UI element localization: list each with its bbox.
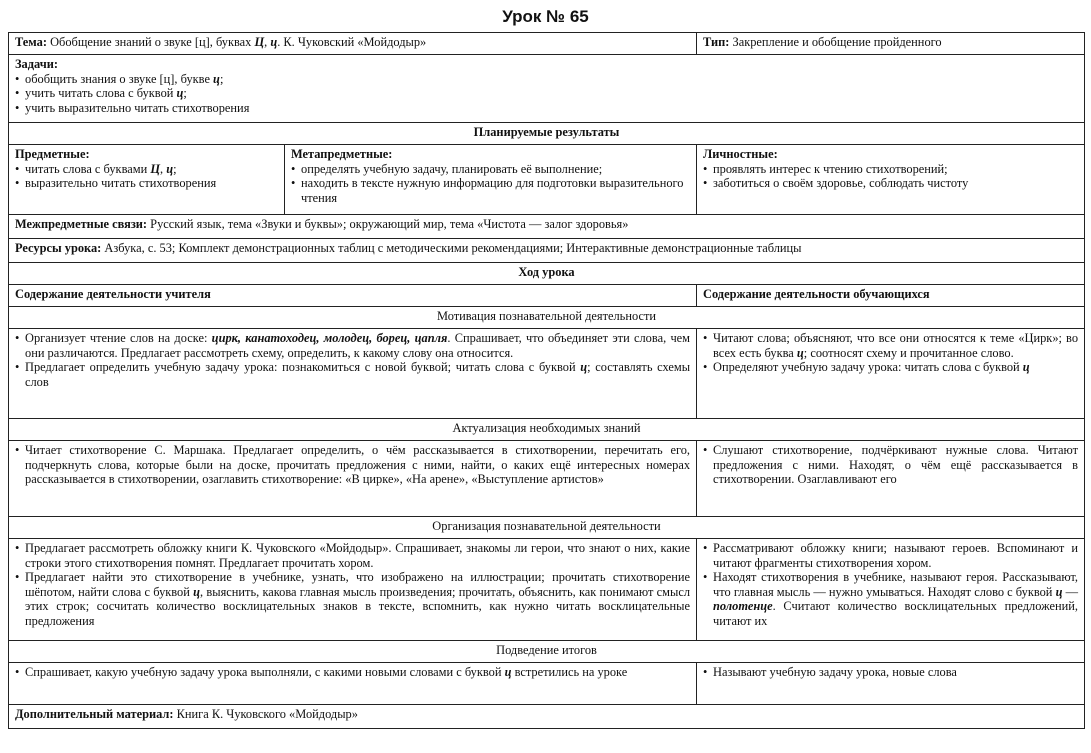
letter-ts: ц: [176, 86, 184, 101]
stage1-students-cell: [697, 329, 1085, 419]
word-polotentse: полотенце: [713, 599, 773, 614]
teacher-activity-item: • Предлагает найти это стихотворение в учебнике, узнать, что изображено на иллюстрации; прочитать стихотворение шёпотом, найти слова с буквой ц, выяснить, какова главная мысль произведения; прочитать, объяснить, как понимают смысл этих строк; сосчитать количество восклицательных знаков в тексте, вспомнить, как нужно читать восклицательные предложения: [15, 570, 690, 628]
course-title-row: [9, 263, 1085, 285]
student-activity-item: • Слушают стихотворение, подчёркивают нужные слова. Читают предложения с ними. Находят, о чём ещё рассказывается в стихотворении. Озаглавливают его: [703, 443, 1078, 487]
course-header-row: [9, 285, 1085, 307]
extra-row: [9, 705, 1085, 729]
letter-ts: ц: [504, 665, 512, 679]
extra-label: Дополнительный материал:: [15, 707, 174, 721]
results-row: [9, 145, 1085, 215]
result-item: • заботиться о своём здоровье, соблюдать чистоту: [703, 176, 1078, 191]
letter-ts: ц: [796, 345, 804, 360]
teacher-activity-list: [15, 541, 690, 629]
stage-row: [9, 663, 1085, 705]
tasks-label: Задачи:: [15, 57, 58, 71]
planned-results-title: Планируемые результаты: [9, 123, 1085, 145]
lesson-plan-table: [8, 32, 1085, 729]
topic-row: [9, 33, 1085, 55]
result-item: • выразительно читать стихотворения: [15, 176, 278, 191]
result-item: • определять учебную задачу, планировать её выполнение;: [291, 162, 690, 177]
student-activity-item: • Читают слова; объясняют, что все они относятся к теме «Цирк»; во всех есть буква ц; соотносят схему и прочитанное слово.: [703, 331, 1078, 360]
letter-ts: ц: [213, 71, 220, 86]
links-text: Русский язык, тема «Звуки и буквы»; окружающий мир, тема «Чистота — залог здоровья»: [150, 217, 629, 231]
student-activity-list: [703, 541, 1078, 629]
topic-letter-upper: Ц: [254, 35, 265, 49]
meta-results-cell: [285, 145, 697, 215]
teacher-activity-list: [15, 665, 690, 680]
stage-title-row: [9, 641, 1085, 663]
type-label: Тип:: [703, 35, 730, 49]
links-cell: [9, 215, 1085, 239]
topic-text-before: Обобщение знаний о звуке [ц], буквах: [50, 35, 255, 49]
type-text: Закрепление и обобщение пройденного: [732, 35, 942, 49]
stage3-teacher-cell: [9, 539, 697, 641]
letter-ts: ц: [166, 161, 174, 176]
extra-text: Книга К. Чуковского «Мойдодыр»: [176, 707, 358, 721]
letter-ts: ц: [580, 360, 588, 375]
topic-letter-lower: ц: [270, 35, 278, 49]
stage-row: [9, 539, 1085, 641]
topic-label: Тема:: [15, 35, 47, 49]
letter-ts-upper: Ц: [150, 161, 160, 176]
resources-label: Ресурсы урока:: [15, 241, 102, 255]
result-item: • находить в тексте нужную информацию для подготовки выразительного чтения: [291, 176, 690, 205]
student-activity-item: • Рассматривают обложку книги; называют героев. Вспоминают и читают фрагменты стихотворения хором.: [703, 541, 1078, 570]
teacher-activity-item: • Спрашивает, какую учебную задачу урока выполняли, с какими новыми словами с буквой ц встретились на уроке: [15, 665, 690, 680]
student-activity-list: [703, 665, 1078, 680]
topic-text-after: . К. Чуковский «Мойдодыр»: [277, 35, 427, 49]
stage3-title: Организация познавательной деятельности: [9, 517, 1085, 539]
resources-cell: [9, 239, 1085, 263]
letter-ts: ц: [1055, 584, 1063, 599]
tasks-cell: [9, 55, 1085, 123]
stage2-teacher-cell: [9, 441, 697, 517]
personal-results-label: Личностные:: [703, 147, 778, 161]
meta-results-list: [291, 162, 690, 206]
subject-results-list: [15, 162, 278, 191]
stage-row: [9, 441, 1085, 517]
result-item: • читать слова с буквами Ц, ц;: [15, 162, 278, 177]
teacher-activity-item: • Предлагает рассмотреть обложку книги К. Чуковского «Мойдодыр». Спрашивает, знакомы ли герои, что знают о них, какие строки этого стихотворения помнят. Предлагает прочитать хором.: [15, 541, 690, 570]
students-header: Содержание деятельности обучающихся: [697, 285, 1085, 307]
teacher-activity-list: [15, 331, 690, 389]
subject-results-label: Предметные:: [15, 147, 90, 161]
student-activity-list: [703, 331, 1078, 375]
stage2-title: Актуализация необходимых знаний: [9, 419, 1085, 441]
stage4-students-cell: [697, 663, 1085, 705]
stage-title-row: [9, 517, 1085, 539]
tasks-list: [15, 72, 1078, 116]
subject-results-cell: [9, 145, 285, 215]
meta-results-label: Метапредметные:: [291, 147, 393, 161]
stage4-title: Подведение итогов: [9, 641, 1085, 663]
task-item: • обобщить знания о звуке [ц], букве ц;: [15, 72, 1078, 87]
letter-ts: ц: [1022, 360, 1030, 375]
stage-row: [9, 329, 1085, 419]
lesson-title: Урок № 65: [502, 7, 589, 26]
topic-sep: ,: [264, 35, 271, 49]
tasks-row: [9, 55, 1085, 123]
type-cell: [697, 33, 1085, 55]
planned-results-row: [9, 123, 1085, 145]
student-activity-list: [703, 443, 1078, 487]
teacher-activity-item: • Предлагает определить учебную задачу урока: познакомиться с новой буквой; читать слова с буквой ц; составлять схемы слов: [15, 360, 690, 389]
student-activity-item: • Определяют учебную задачу урока: читать слова с буквой ц: [703, 360, 1078, 375]
stage-title-row: [9, 419, 1085, 441]
stage1-teacher-cell: [9, 329, 697, 419]
resources-text: Азбука, с. 53; Комплект демонстрационных таблиц с методическими рекомендациями; Интерактивные демонстрационные таблицы: [104, 241, 802, 255]
links-label: Межпредметные связи:: [15, 217, 148, 231]
teacher-activity-list: [15, 443, 690, 487]
stage2-students-cell: [697, 441, 1085, 517]
resources-row: [9, 239, 1085, 263]
task-item: • учить выразительно читать стихотворения: [15, 101, 1078, 116]
topic-cell: [9, 33, 697, 55]
personal-results-cell: [697, 145, 1085, 215]
course-title: Ход урока: [9, 263, 1085, 285]
stage1-title: Мотивация познавательной деятельности: [9, 307, 1085, 329]
personal-results-list: [703, 162, 1078, 191]
result-item: • проявлять интерес к чтению стихотворений;: [703, 162, 1078, 177]
links-row: [9, 215, 1085, 239]
teacher-header: Содержание деятельности учителя: [9, 285, 697, 307]
stage-title-row: [9, 307, 1085, 329]
student-activity-item: • Называют учебную задачу урока, новые слова: [703, 665, 1078, 680]
teacher-activity-item: • Организует чтение слов на доске: цирк, канатоходец, молодец, борец, цапля. Спрашивает, что объединяет эти слова, чем они различаются. Предлагает рассмотреть схему, определить, к какому слову она относится.: [15, 331, 690, 360]
student-activity-item: • Находят стихотворения в учебнике, называют героя. Рассказывают, что главная мысль — нужно умываться. Находят слово с буквой ц — полотенце. Считают количество восклицательных предложений, читают их: [703, 570, 1078, 628]
stage3-students-cell: [697, 539, 1085, 641]
board-words: цирк, канатоходец, молодец, борец, цапля: [211, 331, 448, 345]
teacher-activity-item: • Читает стихотворение С. Маршака. Предлагает определить, о чём рассказывается в стихотворении, перечитать его, подчеркнуть слова, которые были на доске, прочитать предложения с ними, найти, о каких ещё интересных номерах рассказывается в стихотворении, озаглавить стихотворение: «В цирке», «На арене», «Выступление артистов»: [15, 443, 690, 487]
extra-cell: [9, 705, 1085, 729]
stage4-teacher-cell: [9, 663, 697, 705]
letter-ts: ц: [193, 584, 201, 599]
task-item: • учить читать слова с буквой ц;: [15, 86, 1078, 101]
